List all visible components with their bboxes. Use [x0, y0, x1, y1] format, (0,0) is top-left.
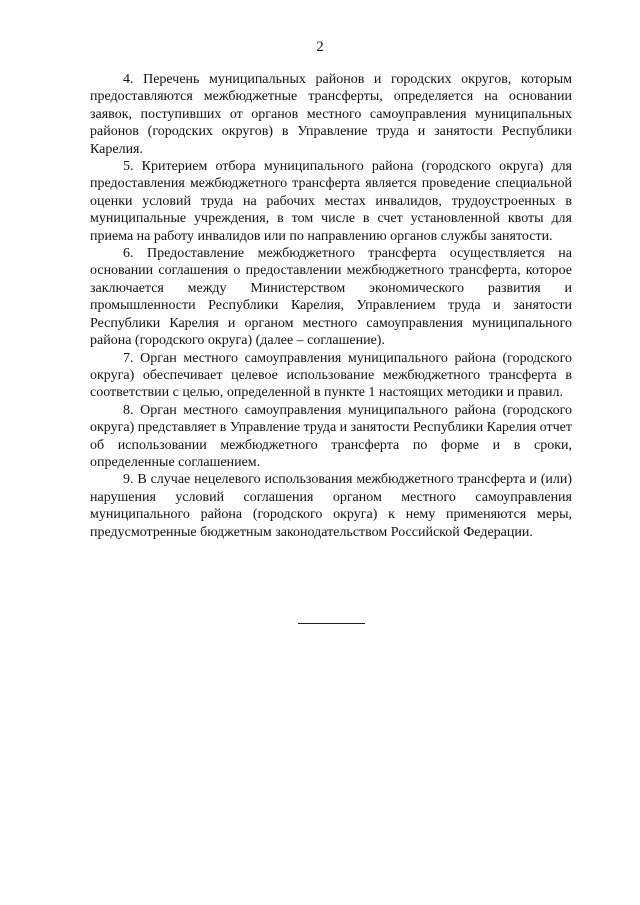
- paragraph-7: 7. Орган местного самоуправления муниципального района (городского округа) обеспечивает целевое использование межбюджетного трансферта в соответствии с целью, определенной в пункте 1 настоящих методики и правил.: [90, 350, 572, 401]
- paragraph-5: 5. Критерием отбора муниципального района (городского округа) для предоставления межбюджетного трансферта является проведение специальной оценки условий труда на рабочих местах инвалидов, трудоустроенных в муниципальные учреждения, в том числе в счет установленной квоты для приема на работу инвалидов или по направлению органов службы занятости.: [90, 159, 572, 244]
- paragraph-9: 9. В случае нецелевого использования межбюджетного трансферта и (или) нарушения условий соглашения органом местного самоуправления муниципального района (городского округа) к нему применяются меры, предусмотренные бюджетным законодательством Российской Федерации.: [90, 472, 572, 540]
- paragraph-8: 8. Орган местного самоуправления муниципального района (городского округа) представляет в Управление труда и занятости Республики Карелия отчет об использовании межбюджетного трансферта по форме и в сроки, определенные соглашением.: [90, 402, 572, 470]
- page-number: 2: [316, 39, 324, 55]
- document-body: [90, 71, 572, 541]
- paragraph-4: 4. Перечень муниципальных районов и городских округов, которым предоставляются межбюджетные трансферты, определяется на основании заявок, поступивших от органов местного самоуправления муниципальных районов (городских округов) в Управление труда и занятости Республики Карелия.: [90, 72, 572, 157]
- paragraph-6: 6. Предоставление межбюджетного трансферта осуществляется на основании соглашения о предоставлении межбюджетного трансферта, которое заключается между Министерством экономического развития и промышленности Республики Карелия, Управлением труда и занятости Республики Карелия и органом местного самоуправления муниципального района (городского округа) (далее – соглашение).: [90, 246, 572, 349]
- end-of-text-rule: [298, 623, 365, 624]
